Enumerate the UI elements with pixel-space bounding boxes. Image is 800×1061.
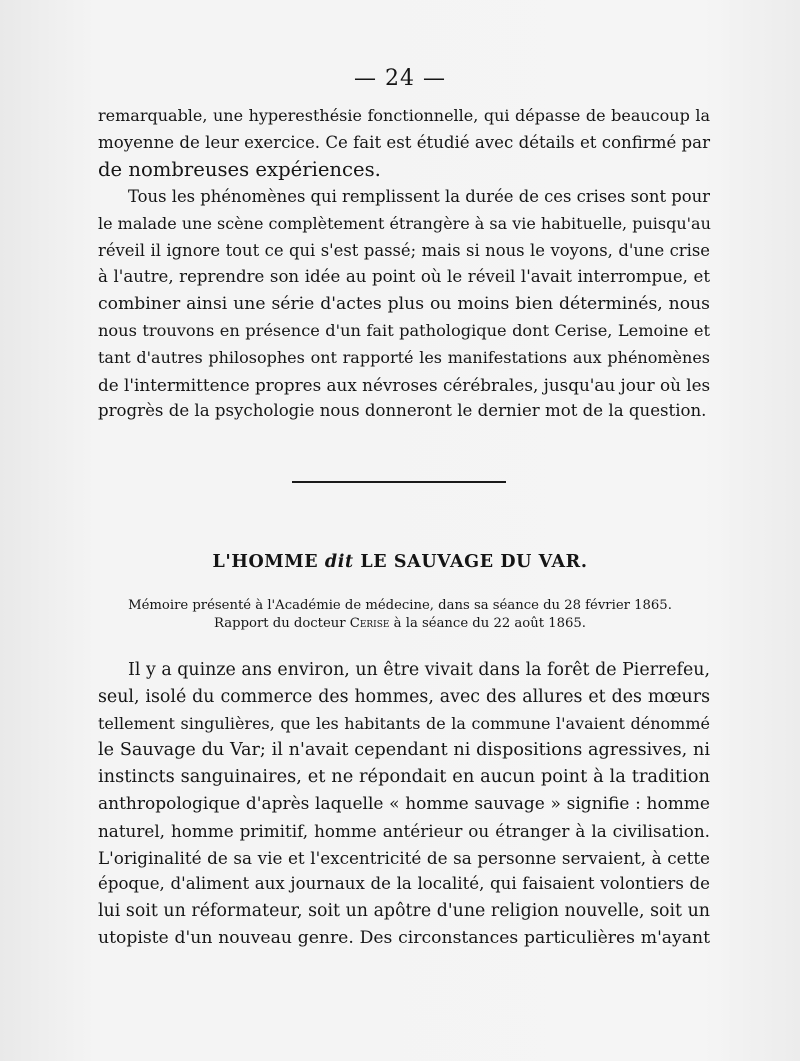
section-title bbox=[0, 552, 800, 572]
text-line: Tous les phénomènes qui remplissent la durée de ces crises sont pour bbox=[128, 187, 710, 206]
author-name: Cerise bbox=[349, 616, 390, 631]
text-line: utopiste d'un nouveau genre. Des circonstances particulières m'ayant bbox=[98, 927, 710, 948]
report-note-part: à la séance du 22 août 1865. bbox=[389, 616, 586, 631]
text-line: instincts sanguinaires, et ne répondait en aucun point à la tradition bbox=[98, 766, 710, 788]
text-line: de nombreuses expériences. bbox=[98, 157, 381, 181]
paragraph-sauvage bbox=[98, 657, 710, 952]
text-line: L'originalité de sa vie et l'excentricité de sa personne servaient, à cette bbox=[98, 847, 710, 868]
report-note-part: Rapport du docteur bbox=[214, 616, 350, 631]
text-line: le malade une scène complètement étrangère à sa vie habituelle, puisqu'au bbox=[98, 213, 711, 233]
text-line: le Sauvage du Var; il n'avait cependant ni dispositions agressives, ni bbox=[98, 740, 710, 761]
text-line: tant d'autres philosophes ont rapporté les manifestations aux phénomènes bbox=[98, 347, 710, 367]
text-line: époque, d'aliment aux journaux de la localité, qui faisaient volontiers de bbox=[98, 874, 710, 894]
text-line: moyenne de leur exercice. Ce fait est étudié avec détails et confirmé par bbox=[98, 132, 710, 152]
text-line: Il y a quinze ans environ, un être vivait dans la forêt de Pierrefeu, bbox=[128, 660, 710, 680]
text-line: réveil il ignore tout ce qui s'est passé; mais si nous le voyons, d'une crise bbox=[98, 240, 710, 260]
text-line: remarquable, une hyperesthésie fonctionnelle, qui dépasse de beaucoup la bbox=[98, 106, 710, 125]
text-line: seul, isolé du commerce des hommes, avec des allures et des mœurs bbox=[98, 686, 710, 707]
text-line: lui soit un réformateur, soit un apôtre d'une religion nouvelle, soit un bbox=[98, 901, 710, 922]
section-title-part: L'HOMME bbox=[212, 552, 325, 572]
section-divider bbox=[292, 481, 506, 483]
section-title-part: LE SAUVAGE DU VAR. bbox=[353, 552, 588, 572]
text-line: à l'autre, reprendre son idée au point où le réveil l'avait interrompue, et bbox=[98, 267, 710, 287]
text-line: anthropologique d'après laquelle « homme sauvage » signifie : homme bbox=[98, 793, 710, 814]
text-line: combiner ainsi une série d'actes plus ou moins bien déterminés, nous bbox=[98, 294, 710, 315]
section-title-italic: dit bbox=[324, 552, 354, 572]
paragraph-continuation bbox=[98, 103, 710, 183]
page-number: — 24 — bbox=[354, 66, 446, 91]
memoir-note: Mémoire présenté à l'Académie de médecine, dans sa séance du 28 février 1865. bbox=[128, 598, 672, 613]
text-line: naturel, homme primitif, homme antérieur ou étranger à la civilisation. bbox=[98, 820, 710, 841]
text-line: tellement singulières, que les habitants de la commune l'avaient dénommé bbox=[98, 713, 710, 733]
text-line: progrès de la psychologie nous donneront le dernier mot de la question. bbox=[98, 401, 707, 421]
text-line: de l'intermittence propres aux névroses cérébrales, jusqu'au jour où les bbox=[98, 374, 711, 395]
paragraph-phenomenes bbox=[98, 184, 710, 425]
text-line: nous trouvons en présence d'un fait pathologique dont Cerise, Lemoine et bbox=[98, 320, 710, 340]
report-note bbox=[0, 615, 800, 633]
